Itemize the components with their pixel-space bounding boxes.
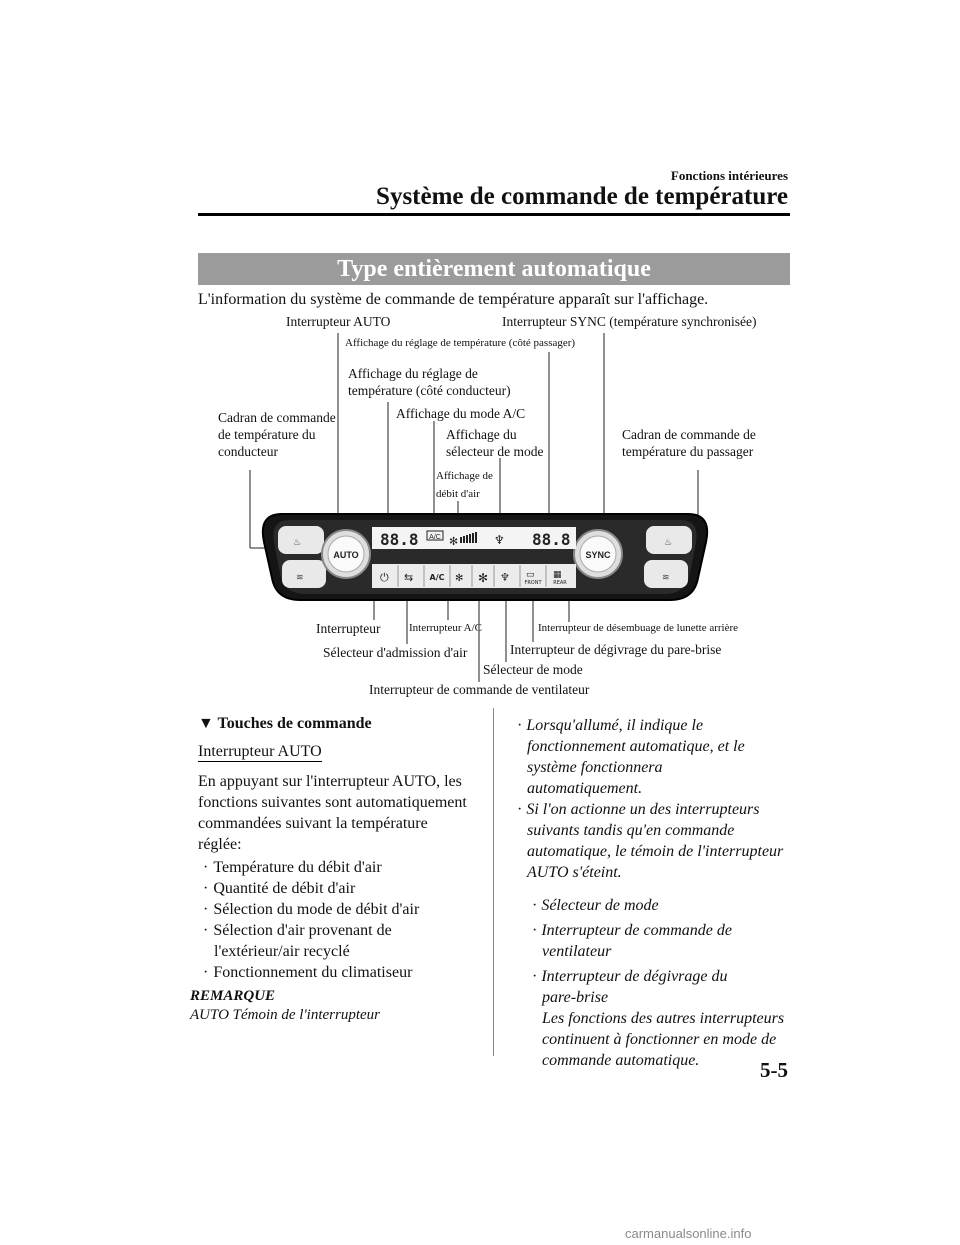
leader-lines <box>250 333 698 682</box>
list-item: · Sélecteur de mode <box>514 895 799 916</box>
watermark: carmanualsonline.info <box>625 1226 752 1241</box>
callout-ac-switch: Interrupteur A/C <box>409 622 483 634</box>
note-heading: REMARQUE <box>190 988 276 1004</box>
svg-text:A/C: A/C <box>429 534 441 541</box>
svg-text:88.8: 88.8 <box>380 530 419 549</box>
svg-text:SYNC: SYNC <box>585 550 611 560</box>
right-column <box>514 715 799 1071</box>
auto-function-list <box>198 857 419 983</box>
svg-text:⇆: ⇆ <box>404 571 414 584</box>
callout-fan-switch: Interrupteur de commande de ventilateur <box>369 682 590 697</box>
callout-mode-selector-display: Affichage du sélecteur de mode <box>446 427 544 459</box>
callout-passenger-dial: Cadran de commande de température du passager <box>622 427 756 459</box>
svg-text:✻: ✻ <box>449 535 459 548</box>
section-header: Fonctions intérieures <box>670 168 788 183</box>
list-item: · Interrupteur de commande de ventilateur <box>514 920 752 962</box>
callout-mode-selector: Sélecteur de mode <box>483 662 583 677</box>
controls-heading: ▼ Touches de commande <box>198 715 372 732</box>
svg-text:⏻: ⏻ <box>380 571 389 584</box>
list-item: · Sélection du mode de débit d'air <box>198 899 419 920</box>
callout-ac-mode-display: Affichage du mode A/C <box>396 406 526 421</box>
column-divider <box>493 708 494 1056</box>
svg-text:▭: ▭ <box>526 570 535 580</box>
callout-auto-switch: Interrupteur AUTO <box>286 314 391 329</box>
svg-text:FRONT: FRONT <box>524 580 542 586</box>
callout-windshield-defrost: Interrupteur de dégivrage du pare-brise <box>510 642 722 657</box>
svg-text:AUTO: AUTO <box>333 550 359 560</box>
svg-text:▦: ▦ <box>553 570 562 580</box>
note-text: AUTO Témoin de l'interrupteur <box>190 1007 381 1023</box>
continued-text: Les fonctions des autres interrupteurs continuent à fonctionner en mode de commande automatique. <box>542 1010 785 1069</box>
list-item: · Fonctionnement du climatiseur <box>198 962 419 983</box>
callout-power-switch: Interrupteur <box>316 621 381 636</box>
svg-text:A/C: A/C <box>429 573 445 582</box>
svg-text:♆: ♆ <box>500 571 510 584</box>
list-item: · Quantité de débit d'air <box>198 878 419 899</box>
svg-text:♆: ♆ <box>494 533 505 547</box>
svg-text:88.8: 88.8 <box>532 530 571 549</box>
list-item: · Température du débit d'air <box>198 857 419 878</box>
svg-text:✻: ✻ <box>478 571 489 585</box>
intro-text: L'information du système de commande de température apparaît sur l'affichage. <box>198 291 709 308</box>
list-item: · Si l'on actionne un des interrupteurs suivants tandis qu'en commande automatique, le témoin de l'interrupteur AUTO s'éteint. <box>514 799 799 883</box>
list-item: · Interrupteur de dégivrage du pare-brise <box>514 966 742 1008</box>
bottom-button-row <box>372 564 576 588</box>
svg-text:✻: ✻ <box>455 573 464 584</box>
svg-text:≋: ≋ <box>662 573 670 583</box>
callout-driver-dial: Cadran de commande de température du conducteur <box>218 410 336 459</box>
list-item: · Lorsqu'allumé, il indique le fonctionnement automatique, et le système fonctionnera automatiquement. <box>514 715 777 799</box>
callout-passenger-temp-display: Affichage du réglage de température (côté passager) <box>345 337 576 349</box>
callout-intake-selector: Sélecteur d'admission d'air <box>323 645 468 660</box>
callout-rear-defog: Interrupteur de désembuage de lunette arrière <box>538 622 739 634</box>
svg-text:♨: ♨ <box>664 538 673 548</box>
svg-text:≋: ≋ <box>296 573 304 583</box>
callout-airflow-display: Affichage de débit d'air <box>436 470 493 500</box>
auto-paragraph: En appuyant sur l'interrupteur AUTO, les fonctions suivantes sont automatiquement commandées suivant la température réglée: <box>198 773 467 853</box>
list-item: · Sélection d'air provenant de l'extérieur/air recyclé <box>198 920 414 962</box>
auto-switch-heading: Interrupteur AUTO <box>198 743 322 760</box>
callout-sync-switch: Interrupteur SYNC (température synchronisée) <box>502 314 757 329</box>
section-banner: Type entièrement automatique <box>198 253 790 285</box>
page-number: 5-5 <box>760 1058 788 1082</box>
svg-text:REAR: REAR <box>553 580 567 586</box>
seat-vent-button-left <box>282 560 326 588</box>
callout-driver-temp-display: Affichage du réglage de température (côté conducteur) <box>348 366 511 398</box>
page-title: Système de commande de température <box>376 183 788 210</box>
svg-text:♨: ♨ <box>293 538 302 548</box>
